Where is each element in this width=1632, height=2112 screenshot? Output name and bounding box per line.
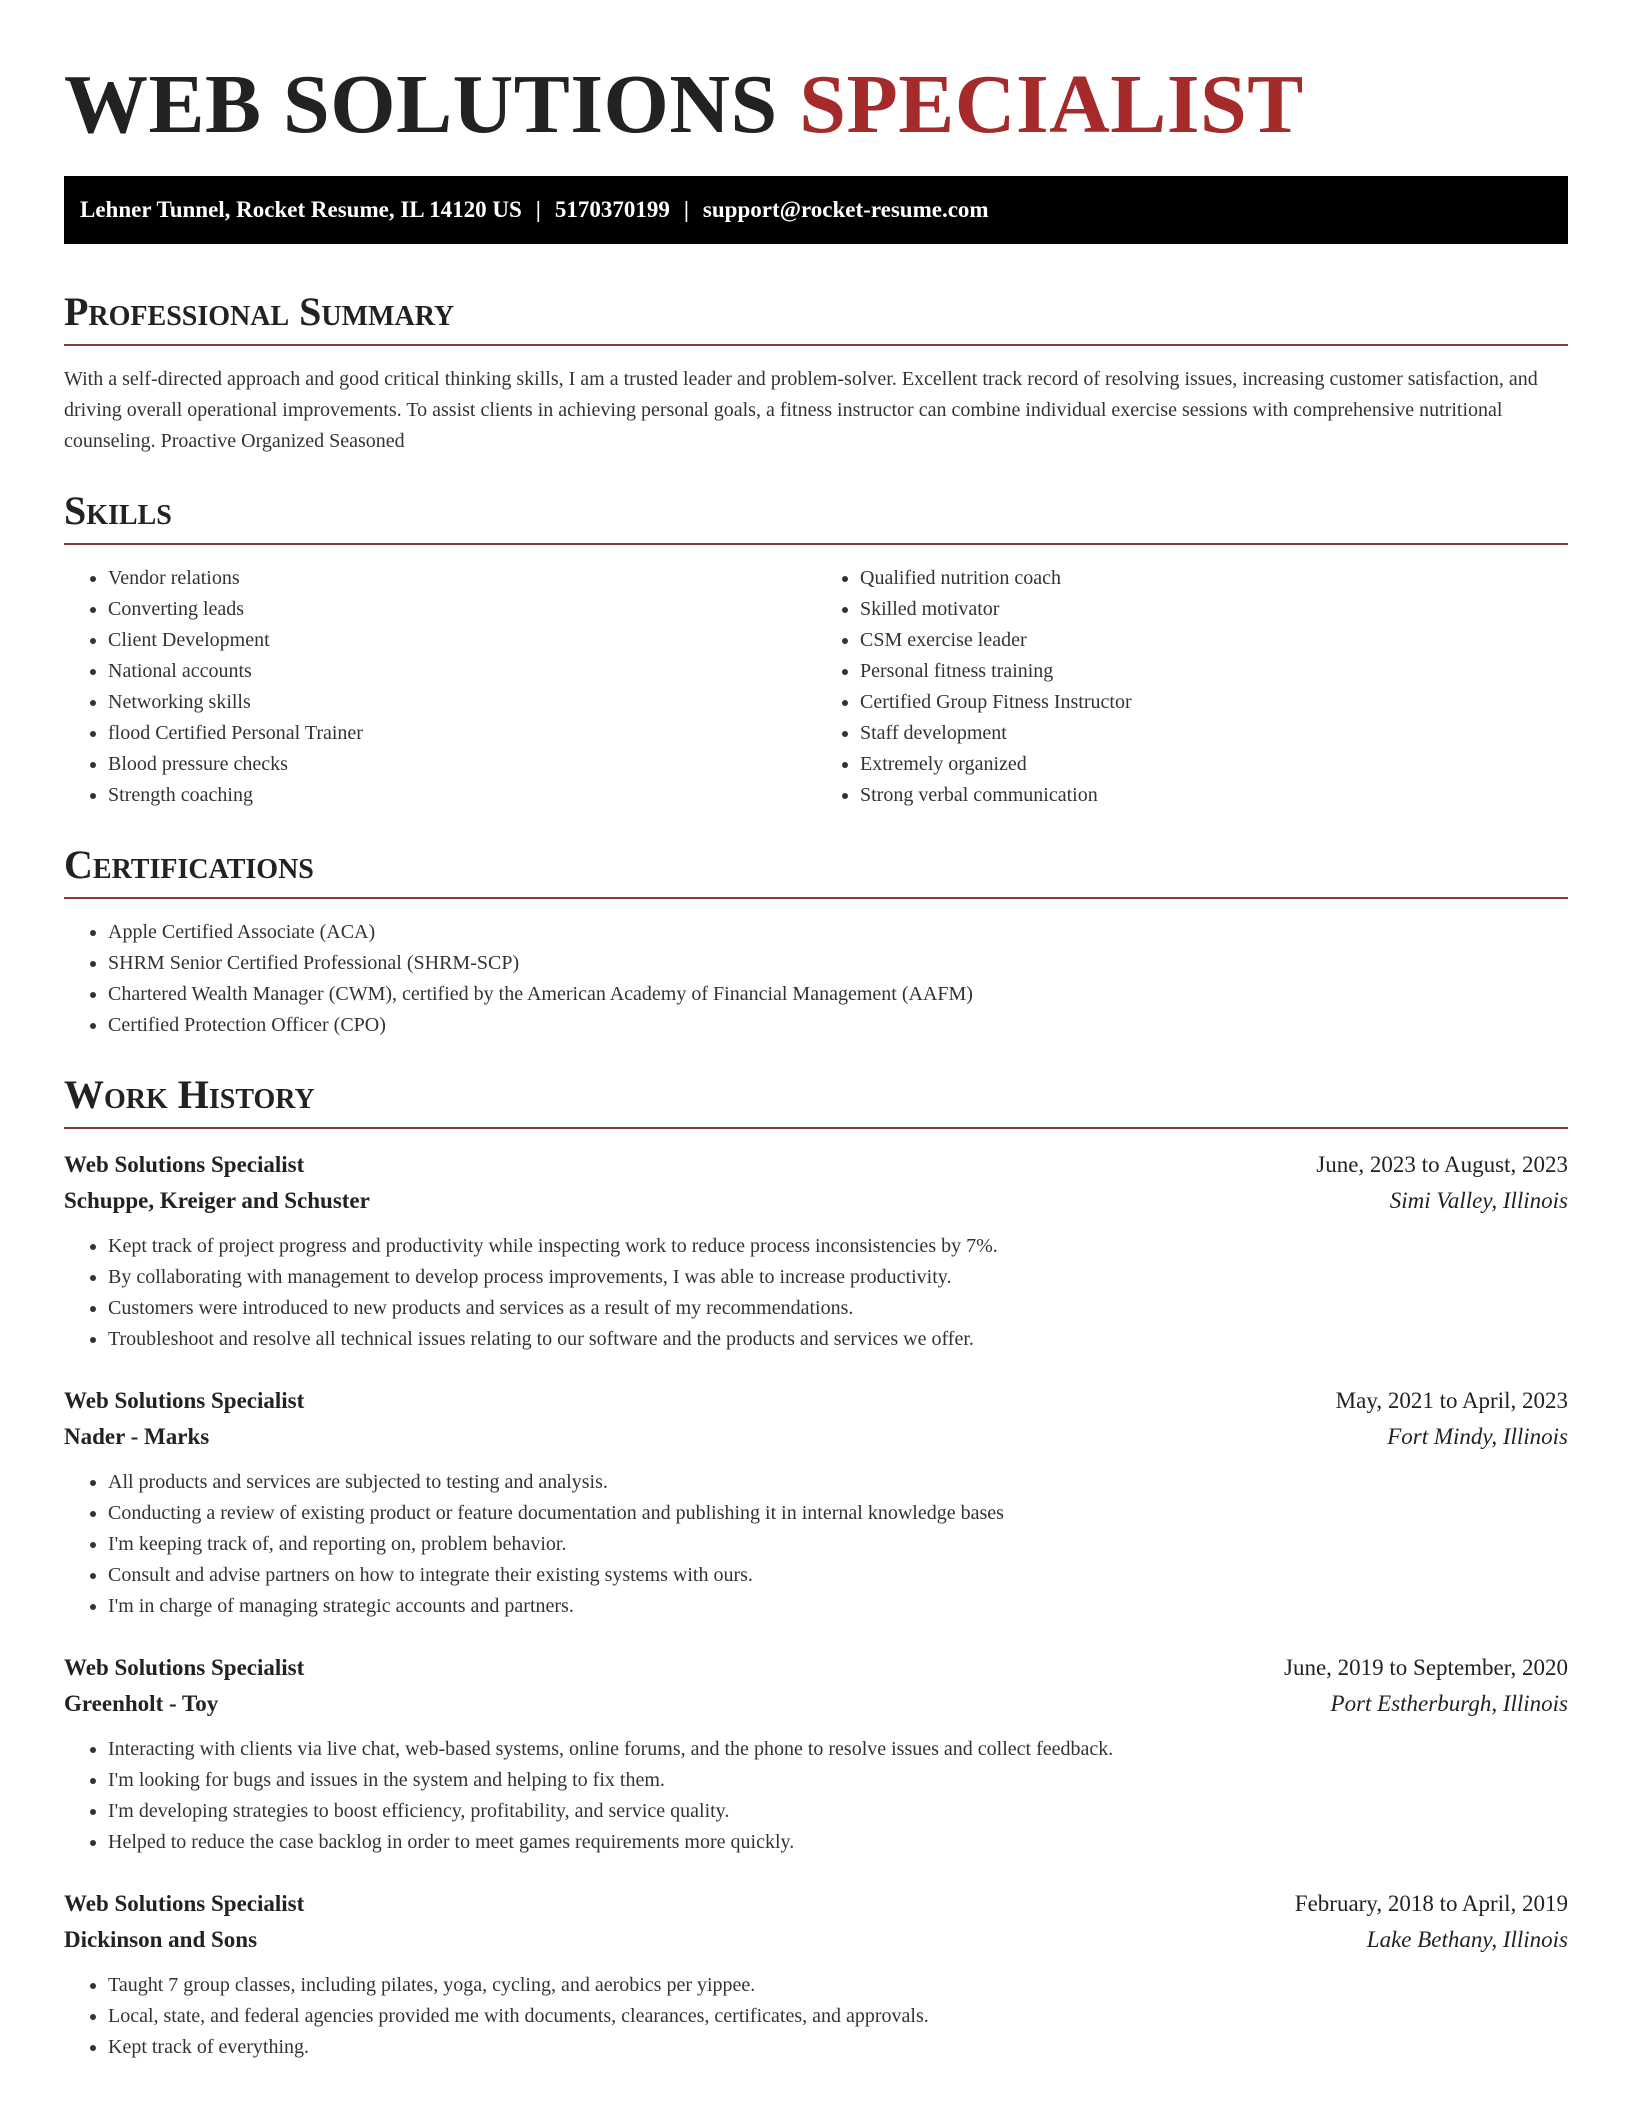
job-company-row xyxy=(64,1922,1568,1958)
work-history-section xyxy=(64,1067,1568,2063)
job-bullet: • Interacting with clients via live chat, web-based systems, online forums, and the phone to resolve issues and collect feedback. xyxy=(108,1734,1568,1765)
job-bullet: • Kept track of everything. xyxy=(108,2032,1568,2063)
job-bullet: • All products and services are subjected to testing and analysis. xyxy=(108,1467,1568,1498)
skills-list-right xyxy=(816,563,1568,811)
skill-item: • Certified Group Fitness Instructor xyxy=(860,687,1568,718)
job-bullets xyxy=(64,1734,1568,1858)
skill-item: • Skilled motivator xyxy=(860,594,1568,625)
title-accent: SPECIALIST xyxy=(799,58,1304,151)
job-bullet: • Local, state, and federal agencies provided me with documents, clearances, certificates, and approvals. xyxy=(108,2001,1568,2032)
job-bullets xyxy=(64,1970,1568,2063)
summary-text: With a self-directed approach and good critical thinking skills, I am a trusted leader and problem-solver. Excellent track record of resolving issues, increasing customer satisfaction, and driving overall operational improvements. To assist clients in achieving personal goals, a fitness instructor can combine individual exercise sessions with comprehensive nutritional counseling. Proactive Organized Seasoned xyxy=(64,368,1538,452)
skill-item: • Staff development xyxy=(860,718,1568,749)
contact-separator: | xyxy=(683,197,689,222)
certification-item: • SHRM Senior Certified Professional (SHRM-SCP) xyxy=(108,948,1568,979)
job-bullet: • Taught 7 group classes, including pilates, yoga, cycling, and aerobics per yippee. xyxy=(108,1970,1568,2001)
skills-heading: Skills xyxy=(64,483,1568,545)
certification-item: • Certified Protection Officer (CPO) xyxy=(108,1010,1568,1041)
title-main: WEB SOLUTIONS xyxy=(64,58,778,151)
job-bullet: • I'm developing strategies to boost efficiency, profitability, and service quality. xyxy=(108,1796,1568,1827)
skill-item: • Blood pressure checks xyxy=(108,749,816,780)
job-bullet: • Consult and advise partners on how to integrate their existing systems with ours. xyxy=(108,1560,1568,1591)
job-title: Web Solutions Specialist xyxy=(64,1152,305,1177)
job-entry xyxy=(64,1650,1568,1858)
job-company-row xyxy=(64,1183,1568,1219)
certification-item: • Apple Certified Associate (ACA) xyxy=(108,917,1568,948)
job-company-row xyxy=(64,1419,1568,1455)
certifications-heading: Certifications xyxy=(64,837,1568,899)
job-company: Schuppe, Kreiger and Schuster xyxy=(64,1188,370,1213)
skill-item: • Extremely organized xyxy=(860,749,1568,780)
job-location: Simi Valley, Illinois xyxy=(1389,1188,1568,1213)
work-history-heading: Work History xyxy=(64,1067,1568,1129)
job-title: Web Solutions Specialist xyxy=(64,1891,305,1916)
job-bullets xyxy=(64,1467,1568,1622)
skill-item: • Strong verbal communication xyxy=(860,780,1568,811)
skill-item: • Client Development xyxy=(108,625,816,656)
job-company-row xyxy=(64,1686,1568,1722)
job-entry xyxy=(64,1147,1568,1355)
job-title: Web Solutions Specialist xyxy=(64,1655,305,1680)
job-header-row xyxy=(64,1383,1568,1419)
contact-email[interactable]: support@rocket-resume.com xyxy=(702,197,989,222)
certifications-section xyxy=(64,837,1568,1041)
job-bullet: • Troubleshoot and resolve all technical issues relating to our software and the products and services we offer. xyxy=(108,1324,1568,1355)
job-location: Port Estherburgh, Illinois xyxy=(1330,1691,1568,1716)
skills-section xyxy=(64,483,1568,811)
job-dates: June, 2023 to August, 2023 xyxy=(1316,1152,1568,1177)
job-bullet: • Helped to reduce the case backlog in order to meet games requirements more quickly. xyxy=(108,1827,1568,1858)
job-bullet: • I'm looking for bugs and issues in the system and helping to fix them. xyxy=(108,1765,1568,1796)
skill-item: • CSM exercise leader xyxy=(860,625,1568,656)
skill-item: • Qualified nutrition coach xyxy=(860,563,1568,594)
job-entry xyxy=(64,1383,1568,1622)
professional-summary-section xyxy=(64,284,1568,457)
skills-columns xyxy=(64,545,1568,811)
job-header-row xyxy=(64,1147,1568,1183)
skill-item: • Personal fitness training xyxy=(860,656,1568,687)
job-dates: May, 2021 to April, 2023 xyxy=(1335,1388,1568,1413)
certifications-list xyxy=(64,917,1568,1041)
summary-heading: Professional Summary xyxy=(64,284,1568,346)
contact-separator: | xyxy=(535,197,541,222)
skill-item: • Strength coaching xyxy=(108,780,816,811)
job-bullet: • By collaborating with management to develop process improvements, I was able to increase productivity. xyxy=(108,1262,1568,1293)
job-location: Fort Mindy, Illinois xyxy=(1387,1424,1568,1449)
certification-item: • Chartered Wealth Manager (CWM), certified by the American Academy of Financial Management (AAFM) xyxy=(108,979,1568,1010)
skills-list-left xyxy=(64,563,816,811)
skill-item: • Vendor relations xyxy=(108,563,816,594)
job-header-row xyxy=(64,1650,1568,1686)
job-entry xyxy=(64,1886,1568,2063)
job-bullet: • Customers were introduced to new products and services as a result of my recommendations. xyxy=(108,1293,1568,1324)
job-bullet: • Kept track of project progress and productivity while inspecting work to reduce process inconsistencies by 7%. xyxy=(108,1231,1568,1262)
resume-title xyxy=(64,0,1568,150)
job-title: Web Solutions Specialist xyxy=(64,1388,305,1413)
job-bullets xyxy=(64,1231,1568,1355)
skill-item: • flood Certified Personal Trainer xyxy=(108,718,816,749)
skill-item: • Networking skills xyxy=(108,687,816,718)
job-bullet: • Conducting a review of existing product or feature documentation and publishing it in internal knowledge bases xyxy=(108,1498,1568,1529)
job-dates: June, 2019 to September, 2020 xyxy=(1284,1655,1568,1680)
contact-bar xyxy=(64,176,1568,244)
contact-address: Lehner Tunnel, Rocket Resume, IL 14120 US xyxy=(80,197,522,222)
job-bullet: • I'm keeping track of, and reporting on, problem behavior. xyxy=(108,1529,1568,1560)
contact-phone[interactable]: 5170370199 xyxy=(554,197,670,222)
job-dates: February, 2018 to April, 2019 xyxy=(1294,1891,1568,1916)
job-bullet: • I'm in charge of managing strategic accounts and partners. xyxy=(108,1591,1568,1622)
skill-item: • National accounts xyxy=(108,656,816,687)
skill-item: • Converting leads xyxy=(108,594,816,625)
job-company: Nader - Marks xyxy=(64,1424,210,1449)
job-header-row xyxy=(64,1886,1568,1922)
job-company: Greenholt - Toy xyxy=(64,1691,219,1716)
job-company: Dickinson and Sons xyxy=(64,1927,258,1952)
job-location: Lake Bethany, Illinois xyxy=(1366,1927,1568,1952)
